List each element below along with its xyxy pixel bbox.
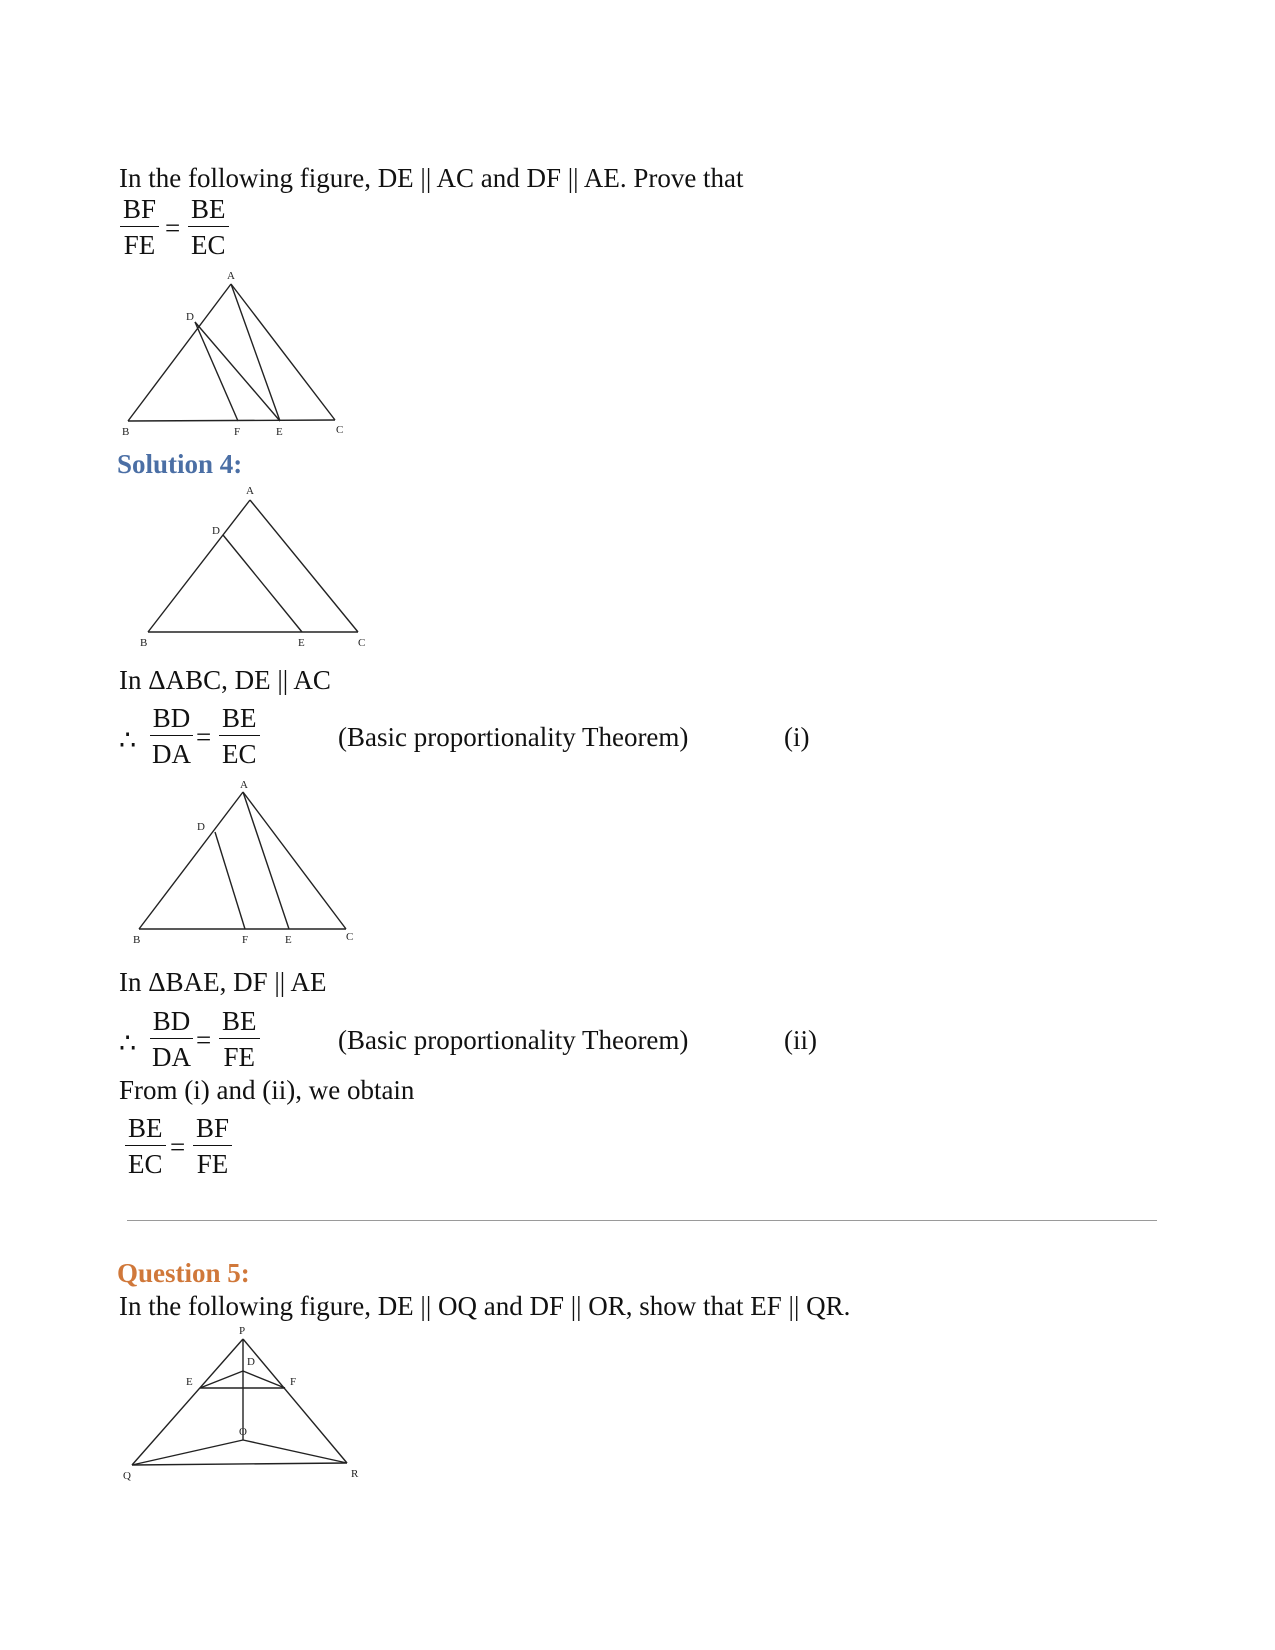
fraction-denominator: DA xyxy=(152,1042,191,1072)
label-e: E xyxy=(276,426,283,438)
conclusion-intro: From (i) and (ii), we obtain xyxy=(119,1075,415,1105)
question-4-statement: In the following figure, DE || AC and DF || AE. Prove that xyxy=(119,163,744,193)
label-c: C xyxy=(336,424,344,436)
label-r: R xyxy=(351,1468,359,1480)
label-d: D xyxy=(247,1356,255,1368)
fraction-denominator: EC xyxy=(222,739,257,769)
fraction-numerator: BE xyxy=(125,1113,166,1146)
label-a: A xyxy=(227,270,235,282)
solution-step-2: In ΔBAE, DF || AE xyxy=(119,967,327,997)
label-p: P xyxy=(239,1325,246,1337)
label-b: B xyxy=(122,426,130,438)
label-f: F xyxy=(242,934,249,946)
segment-ae xyxy=(231,284,280,421)
segment-ac xyxy=(231,284,335,420)
solution-4-heading: Solution 4: xyxy=(117,449,243,479)
segment-df xyxy=(243,1371,285,1388)
result-right-fraction xyxy=(193,1113,232,1179)
fraction-denominator: EC xyxy=(191,230,226,260)
therefore-symbol: ∴ xyxy=(119,1028,137,1058)
question-5-heading: Question 5: xyxy=(117,1258,250,1288)
result-left-fraction xyxy=(125,1113,166,1179)
equation-ref-2: (ii) xyxy=(784,1025,817,1055)
eq2-left-fraction xyxy=(149,1006,194,1072)
label-d: D xyxy=(186,311,194,323)
segment-pq xyxy=(132,1339,243,1465)
reason-1: (Basic proportionality Theorem) xyxy=(338,722,689,752)
fraction-denominator: FE xyxy=(196,1149,229,1179)
segment-de xyxy=(195,322,280,421)
label-b: B xyxy=(140,637,148,649)
segment-df xyxy=(215,832,245,929)
label-b: B xyxy=(133,934,141,946)
question-5-figure xyxy=(115,1325,375,1485)
label-d: D xyxy=(212,525,220,537)
segment-df xyxy=(195,322,238,421)
segment-pr xyxy=(243,1339,347,1463)
equals-sign: = xyxy=(165,213,181,243)
label-d: D xyxy=(197,821,205,833)
segment-ba xyxy=(139,792,243,929)
segment-qr xyxy=(132,1463,347,1465)
label-a: A xyxy=(246,485,254,497)
section-divider xyxy=(127,1220,1157,1221)
eq1-left-fraction xyxy=(149,703,194,769)
equation-ref-1: (i) xyxy=(784,722,810,752)
fraction-numerator: BD xyxy=(150,703,194,736)
label-f: F xyxy=(290,1376,297,1388)
segment-ba xyxy=(148,500,250,632)
fraction-numerator: BE xyxy=(219,1006,260,1039)
fraction-denominator: EC xyxy=(128,1149,163,1179)
label-c: C xyxy=(358,637,366,649)
solution-figure-1 xyxy=(130,480,370,650)
question-4-figure xyxy=(110,265,360,440)
label-f: F xyxy=(234,426,241,438)
segment-oq xyxy=(132,1440,243,1465)
equals-sign: = xyxy=(170,1132,186,1162)
fraction-denominator: FE xyxy=(123,230,156,260)
goal-right-fraction xyxy=(188,194,229,260)
fraction-denominator: DA xyxy=(152,739,191,769)
label-e: E xyxy=(298,637,305,649)
segment-ac xyxy=(243,792,346,929)
segment-ac xyxy=(250,500,358,632)
segment-ba xyxy=(128,284,231,421)
equals-sign: = xyxy=(196,1025,212,1055)
label-c: C xyxy=(346,931,354,943)
label-a: A xyxy=(240,780,248,791)
fraction-numerator: BD xyxy=(150,1006,194,1039)
solution-figure-2 xyxy=(125,780,365,955)
fraction-numerator: BE xyxy=(188,194,229,227)
fraction-numerator: BF xyxy=(120,194,159,227)
segment-ae xyxy=(243,792,289,929)
eq1-right-fraction xyxy=(219,703,260,769)
therefore-symbol: ∴ xyxy=(119,725,137,755)
label-e: E xyxy=(285,934,292,946)
label-o: O xyxy=(239,1426,247,1438)
segment-bc xyxy=(128,420,335,421)
eq2-right-fraction xyxy=(219,1006,260,1072)
equals-sign: = xyxy=(196,722,212,752)
fraction-numerator: BE xyxy=(219,703,260,736)
question-5-statement: In the following figure, DE || OQ and DF || OR, show that EF || QR. xyxy=(119,1291,851,1321)
label-e: E xyxy=(186,1376,193,1388)
fraction-numerator: BF xyxy=(193,1113,232,1146)
label-q: Q xyxy=(123,1470,131,1482)
fraction-denominator: FE xyxy=(223,1042,256,1072)
solution-step-1: In ΔABC, DE || AC xyxy=(119,665,331,695)
reason-2: (Basic proportionality Theorem) xyxy=(338,1025,689,1055)
goal-left-fraction xyxy=(120,194,159,260)
